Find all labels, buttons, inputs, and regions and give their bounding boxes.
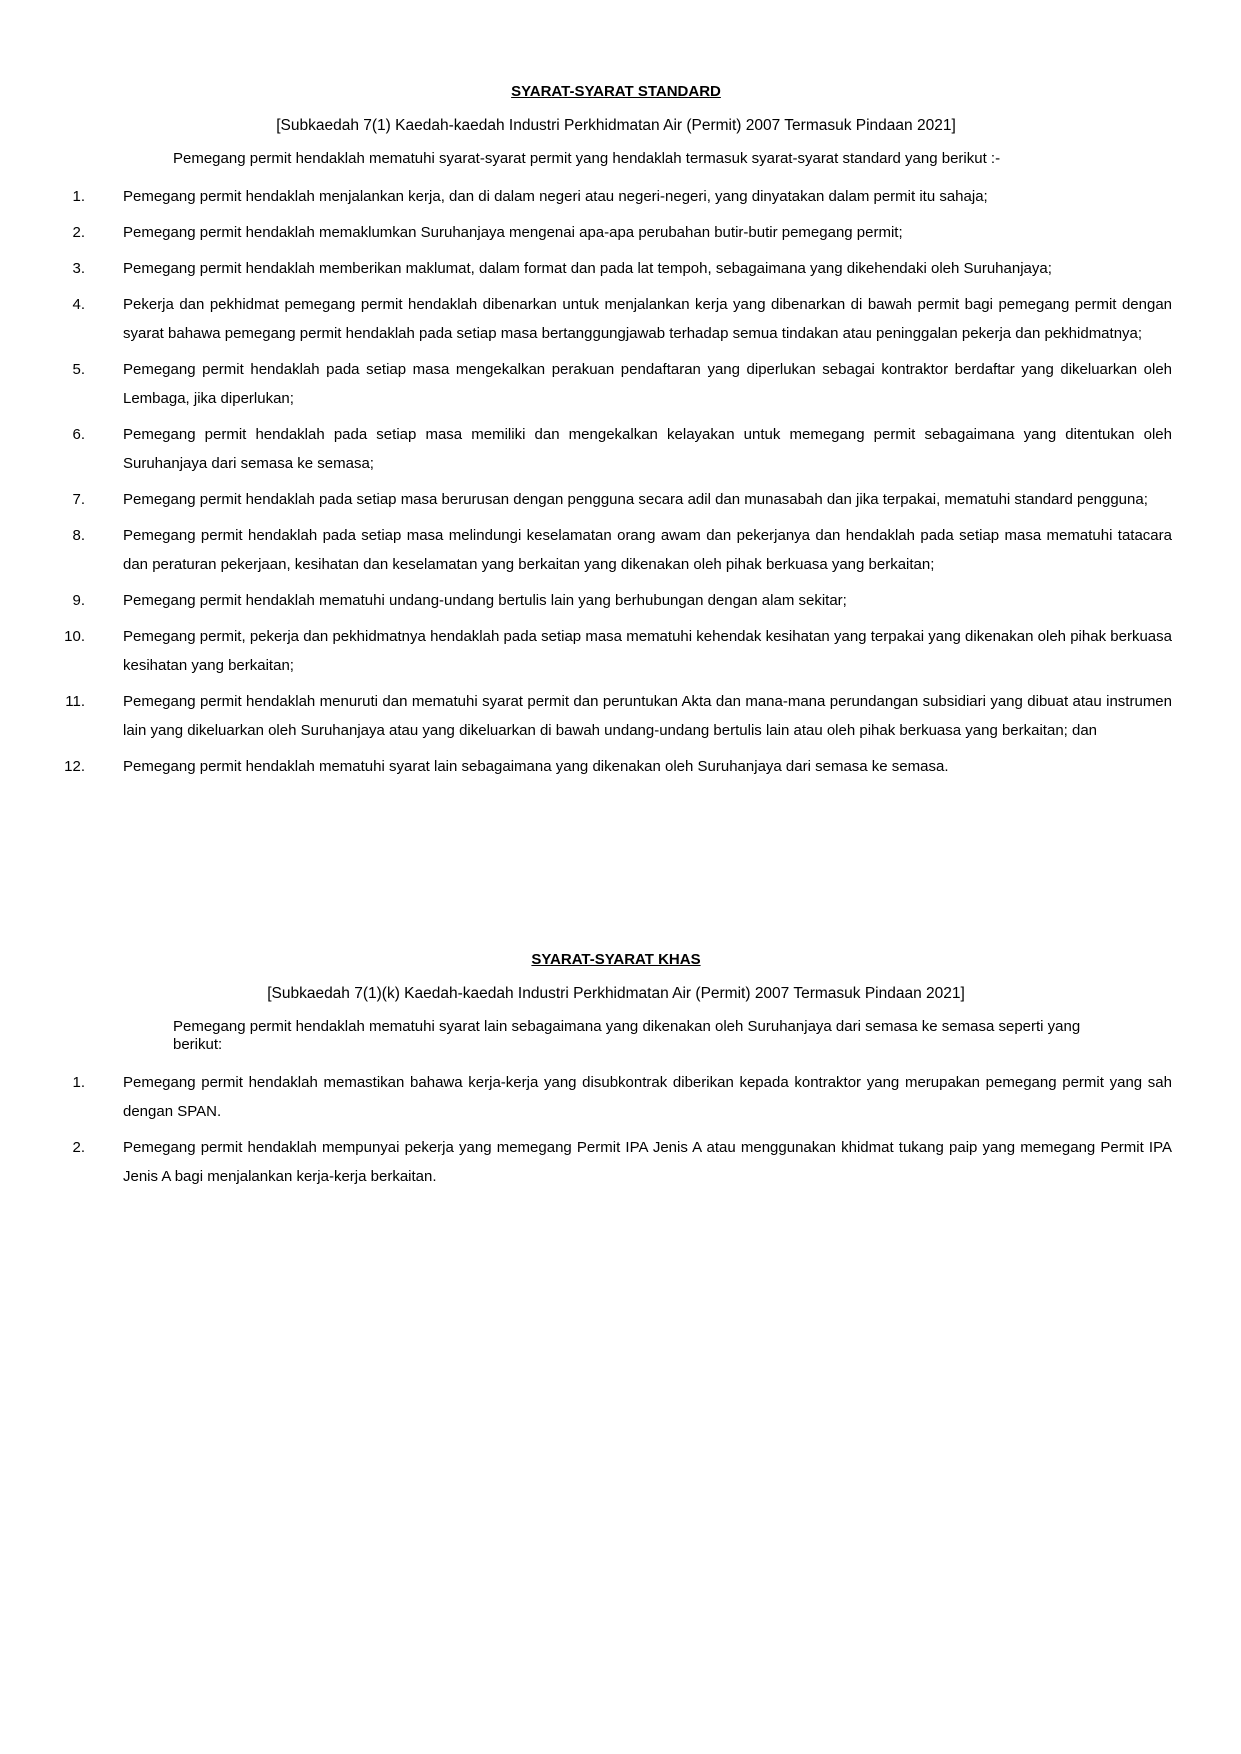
item-number: 6. — [72, 426, 85, 443]
item-text: Pemegang permit hendaklah mematuhi syarat lain sebagaimana yang dikenakan oleh Suruhanjaya dari semasa ke semasa. — [123, 758, 949, 775]
item-text: Pemegang permit hendaklah pada setiap masa mengekalkan perakuan pendaftaran yang diperlukan sebagai kontraktor berdaftar yang dikeluarkan oleh Lembaga, jika diperlukan; — [123, 361, 1172, 407]
special-conditions-list — [60, 1068, 1172, 1191]
khas-section-reference: [Subkaedah 7(1)(k) Kaedah-kaedah Industri Perkhidmatan Air (Permit) 2007 Termasuk Pindaan 2021] — [267, 985, 965, 1002]
item-number: 10. — [64, 628, 85, 645]
item-text: Pekerja dan pekhidmat pemegang permit hendaklah dibenarkan untuk menjalankan kerja yang dibenarkan di bawah permit bagi pemegang permit dengan syarat bahawa pemegang permit hendaklah pada setiap masa bertanggungjawab terhadap semua tindakan atau peninggalan pekerja dan pekhidmatnya; — [123, 296, 1172, 342]
list-item — [60, 182, 1172, 211]
standard-conditions-section — [60, 82, 1172, 788]
list-item — [60, 420, 1172, 478]
list-item — [60, 586, 1172, 615]
item-number: 5. — [72, 361, 85, 378]
item-number: 7. — [72, 491, 85, 508]
item-text: Pemegang permit hendaklah menjalankan kerja, dan di dalam negeri atau negeri-negeri, yang dinyatakan dalam permit itu sahaja; — [123, 188, 988, 205]
list-item — [60, 290, 1172, 348]
item-text: Pemegang permit hendaklah pada setiap masa berurusan dengan pengguna secara adil dan munasabah dan jika terpakai, mematuhi standard pengguna; — [123, 491, 1148, 508]
standard-conditions-list — [60, 182, 1172, 781]
item-number: 9. — [72, 592, 85, 609]
item-text: Pemegang permit hendaklah mematuhi undang-undang bertulis lain yang berhubungan dengan alam sekitar; — [123, 592, 847, 609]
item-number: 3. — [72, 260, 85, 277]
item-number: 1. — [72, 1074, 85, 1091]
list-item — [60, 355, 1172, 413]
khas-section-intro: Pemegang permit hendaklah mematuhi syarat lain sebagaimana yang dikenakan oleh Suruhanjaya dari semasa ke semasa seperti yang berikut: — [173, 1018, 1081, 1053]
standard-section-title: SYARAT-SYARAT STANDARD — [511, 83, 721, 100]
special-conditions-section — [60, 950, 1172, 1198]
list-item — [60, 1068, 1172, 1126]
list-item — [60, 687, 1172, 745]
list-item — [60, 521, 1172, 579]
list-item — [60, 254, 1172, 283]
item-number: 2. — [72, 224, 85, 241]
item-number: 12. — [64, 758, 85, 775]
item-text: Pemegang permit hendaklah mempunyai pekerja yang memegang Permit IPA Jenis A atau menggunakan khidmat tukang paip yang memegang Permit IPA Jenis A bagi menjalankan kerja-kerja berkaitan. — [123, 1139, 1172, 1185]
item-number: 11. — [65, 693, 85, 710]
list-item — [60, 752, 1172, 781]
list-item — [60, 485, 1172, 514]
list-item — [60, 1133, 1172, 1191]
standard-section-reference: [Subkaedah 7(1) Kaedah-kaedah Industri Perkhidmatan Air (Permit) 2007 Termasuk Pindaan 2021] — [276, 117, 956, 134]
item-text: Pemegang permit hendaklah menuruti dan mematuhi syarat permit dan peruntukan Akta dan mana-mana perundangan subsidiari yang dibuat atau instrumen lain yang dikeluarkan oleh Suruhanjaya atau yang dikeluarkan di bawah undang-undang bertulis lain atau oleh pihak berkuasa yang berkaitan; dan — [123, 693, 1172, 739]
item-text: Pemegang permit hendaklah memaklumkan Suruhanjaya mengenai apa-apa perubahan butir-butir pemegang permit; — [123, 224, 903, 241]
item-text: Pemegang permit, pekerja dan pekhidmatnya hendaklah pada setiap masa mematuhi kehendak kesihatan yang terpakai yang dikenakan oleh pihak berkuasa kesihatan yang berkaitan; — [123, 628, 1172, 674]
standard-section-intro: Pemegang permit hendaklah mematuhi syarat-syarat permit yang hendaklah termasuk syarat-syarat standard yang berikut :- — [173, 150, 1001, 167]
item-number: 4. — [72, 296, 85, 313]
item-text: Pemegang permit hendaklah memastikan bahawa kerja-kerja yang disubkontrak diberikan kepada kontraktor yang merupakan pemegang permit yang sah dengan SPAN. — [123, 1074, 1172, 1120]
list-item — [60, 622, 1172, 680]
khas-section-title: SYARAT-SYARAT KHAS — [531, 951, 701, 968]
list-item — [60, 218, 1172, 247]
item-number: 8. — [72, 527, 85, 544]
item-number: 1. — [72, 188, 85, 205]
item-text: Pemegang permit hendaklah pada setiap masa melindungi keselamatan orang awam dan pekerjanya dan hendaklah pada setiap masa mematuhi tatacara dan peraturan pekerjaan, kesihatan dan keselamatan yang berkaitan yang dikenakan oleh pihak berkuasa yang berkaitan; — [123, 527, 1172, 573]
item-text: Pemegang permit hendaklah memberikan maklumat, dalam format dan pada lat tempoh, sebagaimana yang dikehendaki oleh Suruhanjaya; — [123, 260, 1052, 277]
item-number: 2. — [72, 1139, 85, 1156]
item-text: Pemegang permit hendaklah pada setiap masa memiliki dan mengekalkan kelayakan untuk memegang permit sebagaimana yang ditentukan oleh Suruhanjaya dari semasa ke semasa; — [123, 426, 1172, 472]
